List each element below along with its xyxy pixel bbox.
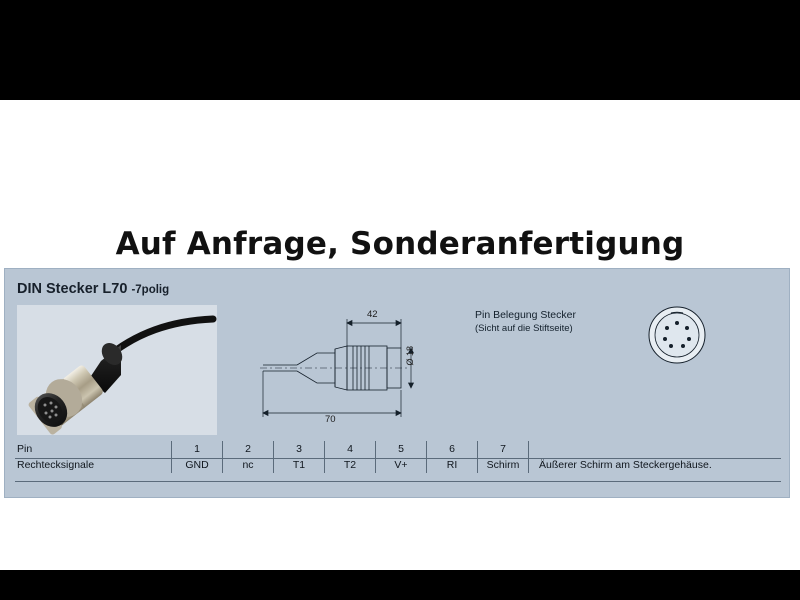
dimension-diameter: Ø 18 (405, 346, 415, 366)
pin-assignment-table (15, 441, 716, 473)
table-note: Äußerer Schirm am Steckergehäuse. (539, 459, 712, 471)
panel-title-sub: -7polig (131, 284, 170, 296)
panel-title-main: DIN Stecker L70 (17, 281, 128, 297)
table-divider-bottom (15, 481, 781, 482)
pin-4: 4 (325, 441, 376, 457)
connector-face-svg (641, 299, 713, 371)
signal-2: nc (223, 457, 274, 473)
pin-table (15, 441, 781, 489)
pin-5: 5 (376, 441, 427, 457)
signal-3: T1 (274, 457, 325, 473)
content-band (0, 100, 800, 570)
pin-assignment-caption (475, 309, 576, 335)
pin-7: 7 (478, 441, 529, 457)
signal-6: RI (427, 457, 478, 473)
technical-drawing-svg (255, 299, 455, 444)
dimension-70: 70 (325, 414, 336, 425)
pin-6: 6 (427, 441, 478, 457)
product-photo (17, 305, 217, 435)
table-row (15, 457, 716, 473)
pin-assignment-line1: Pin Belegung Stecker (475, 309, 576, 321)
table-divider-top (15, 458, 781, 459)
connector-photo-svg (17, 305, 217, 435)
technical-drawing (255, 299, 455, 444)
signal-7: Schirm (478, 457, 529, 473)
table-note-spacer (529, 441, 716, 457)
pin-3: 3 (274, 441, 325, 457)
dimension-42: 42 (367, 309, 378, 320)
signal-1: GND (172, 457, 223, 473)
signal-4: T2 (325, 457, 376, 473)
table-row (15, 441, 716, 457)
row-header-pin: Pin (17, 443, 33, 455)
signal-5: V+ (376, 457, 427, 473)
panel-title (17, 281, 169, 297)
pin-2: 2 (223, 441, 274, 457)
pin-1: 1 (172, 441, 223, 457)
row-header-signals: Rechtecksignale (17, 459, 95, 471)
connector-face-diagram (641, 299, 713, 371)
page-title: Auf Anfrage, Sonderanfertigung (115, 226, 685, 262)
pin-assignment-line2: (Sicht auf die Stiftseite) (475, 323, 573, 334)
datasheet-panel (4, 268, 790, 498)
